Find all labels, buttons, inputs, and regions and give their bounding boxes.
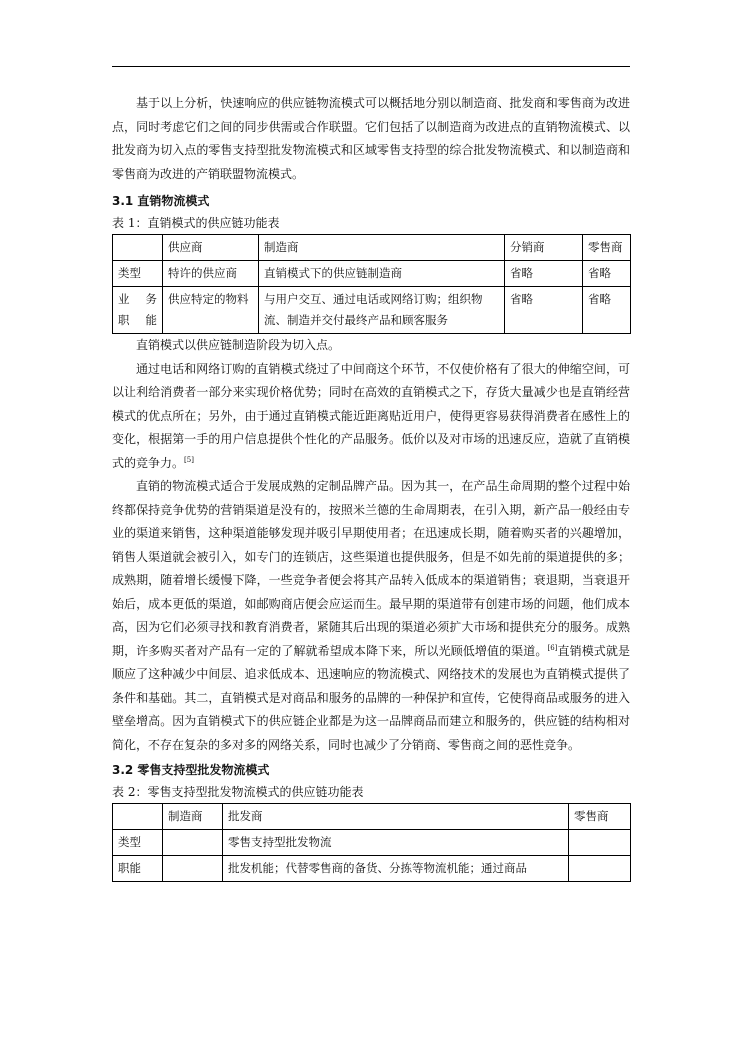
citation-5: [5] [184,455,194,464]
table-cell: 业 务 职能 [113,287,163,334]
document-page [112,66,630,882]
table-header-cell: 零售商 [583,235,631,261]
table-cell: 零售支持型批发物流 [223,830,569,856]
paragraph-1 [112,358,630,476]
table-cell [569,830,631,856]
table-cell [163,830,223,856]
table-1-note: 直销模式以供应链制造阶段为切入点。 [136,338,341,352]
section-1-heading: 3.1 直销物流模式 [112,194,210,208]
table-cell: 省略 [583,261,631,287]
table-cell: 省略 [505,287,583,334]
table-header-cell: 制造商 [163,804,223,830]
paragraph-2 [112,475,630,757]
citation-6: [6] [547,643,558,652]
table-row [113,856,631,882]
table-row [113,830,631,856]
table-cell [163,856,223,882]
table-2-caption: 表 2：零售支持型批发物流模式的供应链功能表 [112,785,364,799]
table-cell: 供应特定的物料 [163,287,259,334]
table-cell: 批发机能；代替零售商的备货、分拣等物流机能；通过商品 [223,856,569,882]
table-1-caption: 表 1：直销模式的供应链功能表 [112,216,280,230]
table-cell [113,804,163,830]
table-cell: 类型 [113,830,163,856]
intro-paragraph: 基于以上分析，快速响应的供应链物流模式可以概括地分别以制造商、批发商和零售商为改进点，同时考虑它们之间的同步供需或合作联盟。它们包括了以制造商为改进点的直销物流模式、以批发商为切入点的零售支持型批发物流模式和区域零售支持型的综合批发物流模式、和以制造商和零售商为改进的产销联盟物流模式。 [112,96,630,181]
paragraph-2-text-a: 直销的物流模式适合于发展成熟的定制品牌产品。因为其一，在产品生命周期的整个过程中始终都保持竞争优势的营销渠道是没有的，按照米兰德的生命周期表，在引入期，新产品一般经由专业的渠道来销售，这种渠道能够发现并吸引早期使用者；在迅速成长期，随着购买者的兴趣增加，销售人渠道就会被引入，如专门的连锁店，这些渠道也提供服务，但是不如先前的渠道提供的多；成熟期，随着增长缓慢下降，一些竞争者便会将其产品转入低成本的渠道销售；衰退期，当衰退开始后，成本更低的渠道，如邮购商店便会应运而生。最早期的渠道带有创建市场的问题，他们成本高，因为它们必须寻找和教育消费者，紧随其后出现的渠道必须扩大市场和提供充分的服务。成熟期，许多购买者对产品有一定的了解就希望成本降下来，所以光顾低增值的渠道。 [112,479,630,658]
table-2-header-row [113,804,631,830]
paragraph-2-text-b: 直销模式就是顺应了这种减少中间层、追求低成本、迅速响应的物流模式、网络技术的发展也为直销模式提供了条件和基础。其二，直销模式是对商品和服务的品牌的一种保护和宣传，它使得商品或服务的进入壁垒增高。因为直销模式下的供应链企业都是为这一品牌商品而建立和服务的，供应链的结构相对简化，不存在复杂的多对多的网络关系，同时也减少了分销商、零售商之间的恶性竞争。 [112,643,630,752]
table-row [113,261,631,287]
table-cell: 省略 [505,261,583,287]
table-header-cell: 批发商 [223,804,569,830]
table-cell: 职能 [113,856,163,882]
table-cell: 与用户交互、通过电话或网络订购；组织物流、制造并交付最终产品和顾客服务 [259,287,505,334]
table-2 [112,803,631,882]
table-cell [113,235,163,261]
section-2-heading: 3.2 零售支持型批发物流模式 [112,763,270,777]
table-header-cell: 供应商 [163,235,259,261]
table-cell: 特许的供应商 [163,261,259,287]
table-1 [112,234,631,334]
table-row [113,287,631,334]
table-cell: 直销模式下的供应链制造商 [259,261,505,287]
table-cell: 类型 [113,261,163,287]
table-header-cell: 分销商 [505,235,583,261]
table-1-header-row [113,235,631,261]
table-cell [569,856,631,882]
table-header-cell: 零售商 [569,804,631,830]
table-header-cell: 制造商 [259,235,505,261]
paragraph-1-text: 通过电话和网络订购的直销模式绕过了中间商这个环节，不仅使价格有了很大的伸缩空间，可以让利给消费者一部分来实现价格优势；同时在高效的直销模式之下，存货大量减少也是直销经营模式的优点所在；另外，由于通过直销模式能近距离贴近用户，使得更容易获得消费者在感性上的变化，根据第一手的用户信息提供个性化的产品服务。低价以及对市场的迅速反应，造就了直销模式的竞争力。 [112,361,630,470]
table-cell: 省略 [583,287,631,334]
